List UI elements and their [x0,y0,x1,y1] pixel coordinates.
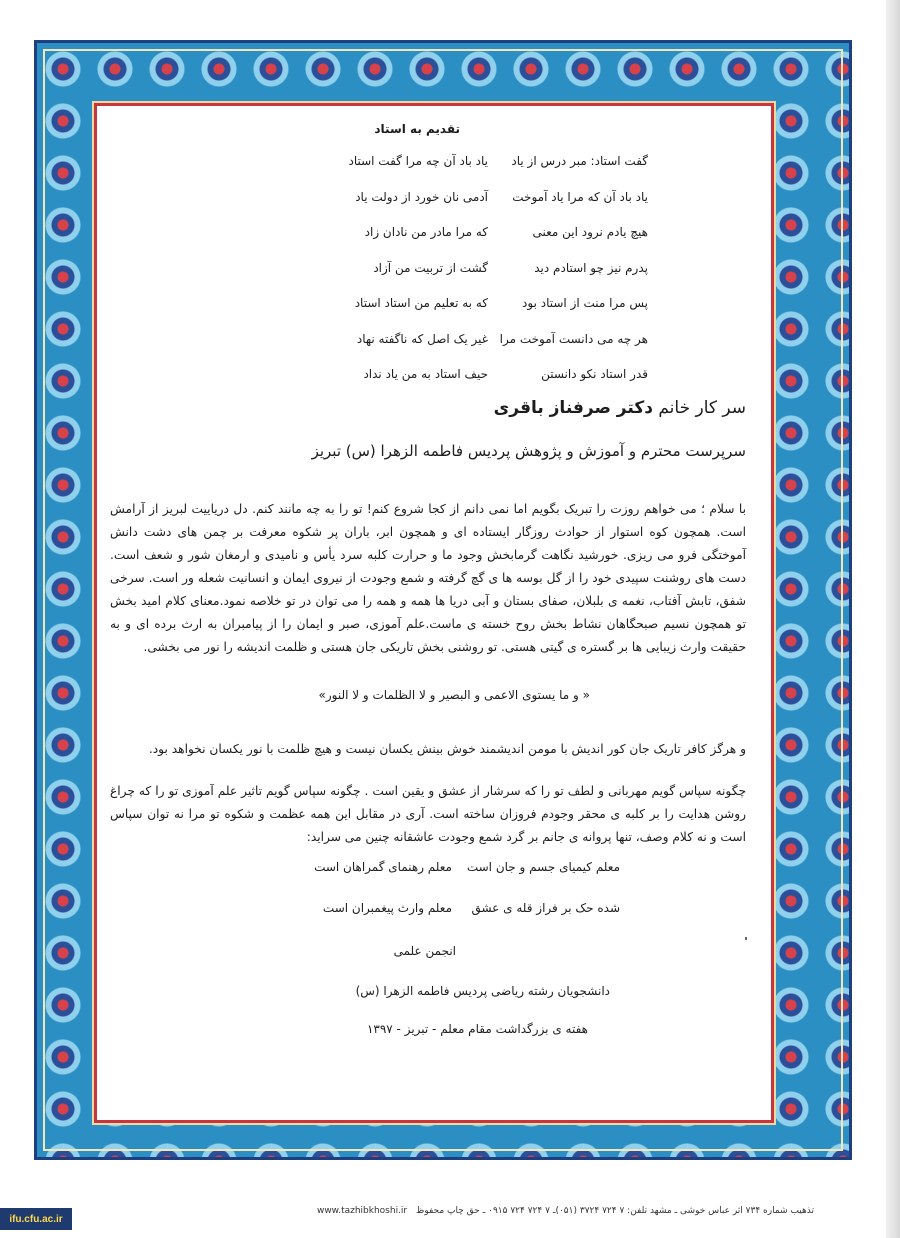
site-badge[interactable]: ifu.cfu.ac.ir [0,1208,72,1230]
body-paragraph: و هرگز کافر تاریک جان کور اندیش با مومن اندیشمند خوش بینش یکسان نیست و هیچ ظلمت با نور یکسان نخواهد بود. [148,742,746,757]
poem-row [110,150,760,186]
poem-hemistich-right: پدرم نیز چو استادم دید [534,260,648,275]
poem-row [110,292,760,328]
poem-row [110,221,760,257]
letter-content [110,118,760,1108]
signature-occasion: هفته ی بزرگداشت مقام معلم - تبریز - ۱۳۹۷ [366,1022,588,1036]
recipient-line [494,398,746,418]
stray-mark [745,937,747,940]
verse-hemistich-right: معلم کیمیای جسم و جان است [466,860,620,874]
poem-row [110,257,760,293]
dedication-title: تقدیم به استاد [374,122,460,136]
poem-hemistich-right: پس مرا منت از استاد بود [522,296,648,310]
poem-hemistich-left: حیف استاد به من یاد نداد [363,367,488,381]
closing-verse [280,860,620,884]
poem-hemistich-right: قدر استاد نکو دانستن [541,367,648,381]
footer-credit [300,1206,814,1216]
recipient-prefix: سر کار خانم [658,398,746,418]
poem-hemistich-left: گشت از تربیت من آزاد [373,260,488,275]
closing-verse [280,901,620,925]
quran-quote: « و ما یستوی الاعمی و البصیر و لا الظلمات و لا النور» [318,688,590,702]
poem-hemistich-right: یاد باد آن که مرا یاد آموخت [512,189,648,204]
verse-hemistich-right: شده حک بر فراز قله ی عشق [471,901,620,915]
signature-group: دانشجویان رشته ریاضی پردیس فاطمه الزهرا (س) [355,984,610,998]
verse-hemistich-left: معلم رهنمای گمراهان است [314,860,452,874]
recipient-title: سرپرست محترم و آموزش و پژوهش پردیس فاطمه الزهرا (س) تبریز [311,442,746,460]
poem-hemistich-left: که مرا مادر من نادان زاد [364,225,488,239]
poem-row [110,363,760,399]
poem-hemistich-right: هر چه می دانست آموخت مرا [499,331,648,346]
body-paragraph: با سلام ؛ می خواهم روزت را تبریک بگویم اما نمی دانم از کجا شروع کنم! تو را به چه مانند کنم. دل دریاییت لبریز از آرامش است. همچون کوه استوار از حوادث روزگار ایستاده ای و همچون ابر، باران پر شکوه معرفت بر چمن های دشت دانش آموختگی فرو می ریزی. خورشید نگاهت گرمابخش وجود ما و حرارت کلبه سرد یأس و نامیدی و ارمغان شور و شعف است. دست های روشنت سپیدی خود را از گل بوسه ها ی گچ گرفته و شمع وجودت از نیروی ایمان و انسانیت شعله ور است. سرخی شفق، تابش آفتاب، نغمه ی بلبلان، صفای بستان و آبی دریا ها همه و همه را می توان در تو خلاصه نمود.معنای کلام امید بخش تو همچون نسیم صبحگاهان نشاط بخش روح خسته ی ماست.علم آموزی، صبر و ایمان را از پیامبران به ارث برده ای و به حقیقت وارث زیبایی ها بر گستره ی گیتی هستی. تو روشنی بخش تاریکی جان هستی و ظلمت اندیشه را نور می بخشی. [110,502,746,655]
footer-credit-text: تذهیب شماره ۷۳۴ اثر عباس خوشی ـ مشهد تلفن: ۷ ۷۲۴ ۳۷۲۴ (۰۵۱)ـ ۷ ۷۲۴ ۷۲۴ ۰۹۱۵ ـ حق چاپ محفوظ [416,1206,814,1216]
poem-hemistich-right: هیچ یادم نرود این معنی [532,225,648,239]
poem-hemistich-right: گفت استاد: مبر درس از یاد [511,154,648,168]
recipient-name: دکتر صرفناز باقری [493,398,653,418]
poem-row [110,328,760,364]
poem-hemistich-left: آدمی نان خورد از دولت یاد [355,189,488,204]
footer-url[interactable]: www.tazhibkhoshi.ir [316,1206,408,1216]
signature-org: انجمن علمی [393,944,456,958]
dedication-poem [110,150,760,399]
poem-hemistich-left: که به تعلیم من استاد استاد [354,296,488,310]
verse-hemistich-left: معلم وارث پیغمبران است [322,901,452,915]
body-paragraph: چگونه سپاس گویم مهربانی و لطف تو را که سرشار از عشق و یقین است . چگونه سپاس گویم تاثیر علم آموزی تو را که چراغ روشن هدایت را بر کلبه ی محقر وجودم فروزان ساخته است. آری در مقابل این همه عظمت و شکوه تو مرا نه توان سپاس است و نه کلام وصف، تنها پروانه ی جانم بر گرد شمع وجودت عاشقانه چنین می سراید: [110,784,746,845]
poem-hemistich-left: غیر یک اصل که ناگفته نهاد [356,331,488,346]
poem-hemistich-left: یاد باد آن چه مرا گفت استاد [348,154,488,168]
scan-edge [886,0,900,1238]
poem-row [110,186,760,222]
